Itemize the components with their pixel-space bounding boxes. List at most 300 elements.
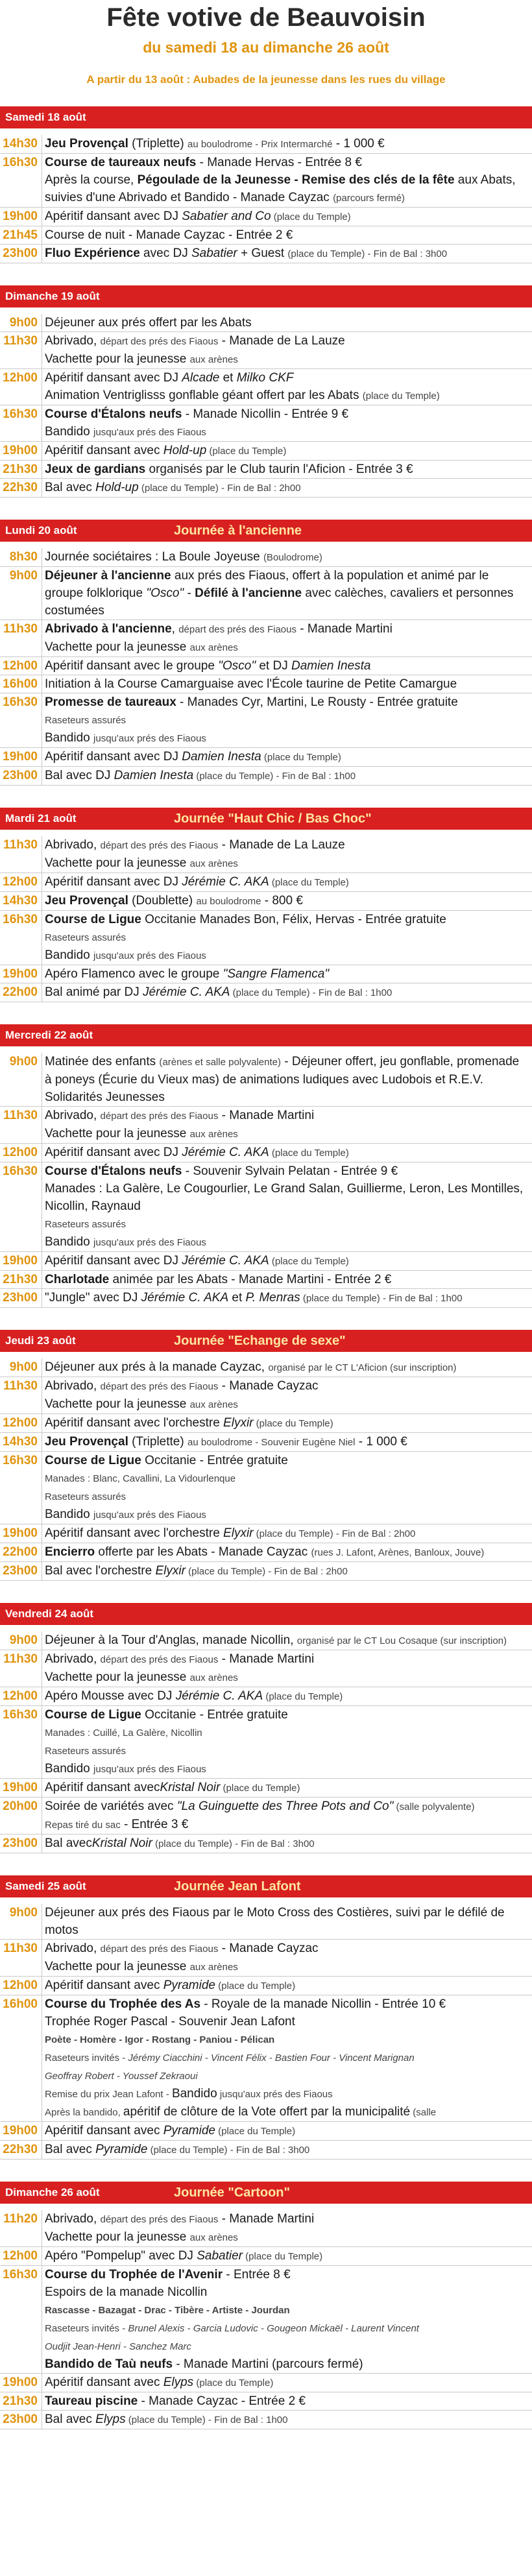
event-text: (place du Temple) [215, 1980, 296, 1992]
event-line [45, 657, 529, 675]
event-line [45, 1977, 529, 1995]
event-row [0, 245, 532, 263]
event-text: Course d'Étalons neufs [45, 1164, 182, 1178]
event-row [0, 2392, 532, 2411]
event-text: Charlotade [45, 1273, 110, 1286]
event-line [45, 2030, 529, 2049]
event-text: Bal avec [45, 1836, 92, 1850]
event-text: - 800 € [261, 894, 303, 908]
event-text: aux arènes [189, 1672, 238, 1683]
event-time: 9h00 [9, 1055, 38, 1068]
event-text: (place du Temple) [206, 446, 287, 457]
event-text: Encierro [45, 1545, 95, 1559]
event-text: départ des prés des Fiaous [178, 624, 296, 635]
event-time: 11h30 [3, 1652, 38, 1666]
event-line [45, 1543, 529, 1561]
event-text: Raseteurs assurés [45, 932, 127, 943]
event-line [45, 873, 529, 891]
event-row [0, 965, 532, 983]
event-description [42, 767, 532, 785]
event-text: (place du Temple) - Fin de Bal : 2h00 [138, 483, 301, 494]
day-name: Samedi 25 août [5, 1880, 86, 1892]
event-time: 12h00 [3, 1979, 38, 1992]
event-text: (place du Temple) [215, 2126, 296, 2137]
event-text: (parcours fermé) [333, 193, 405, 204]
event-row [0, 479, 532, 498]
event-row [0, 567, 532, 620]
day-section [0, 808, 532, 1002]
event-text: - Manade Martini [296, 622, 393, 636]
event-line [45, 1835, 529, 1853]
event-line [45, 442, 529, 460]
event-description [42, 983, 532, 1002]
event-line [45, 1414, 529, 1432]
day-header [0, 1603, 532, 1625]
event-row [0, 1543, 532, 1562]
event-line [45, 1487, 529, 1506]
event-text: (arènes et salle polyvalente) [159, 1057, 281, 1068]
event-text: aux prés des Fiaous, offert à la population et animé par le groupe folklorique [45, 569, 489, 600]
event-row [0, 657, 532, 675]
event-text: organisés par le Club taurin l'Aficion - Entrée 3 € [145, 463, 413, 476]
event-text: Bandido de Taù neufs [45, 2357, 173, 2371]
event-time: 23h00 [3, 2413, 38, 2426]
event-line [45, 2067, 529, 2085]
event-text: jusqu'aux prés des Fiaous [93, 1237, 206, 1248]
event-row [0, 892, 532, 911]
event-text: Raseteurs invités - [45, 2052, 128, 2064]
event-text: aux arènes [189, 858, 238, 869]
event-row [0, 1414, 532, 1433]
event-text: et DJ [256, 659, 291, 673]
event-row [0, 405, 532, 442]
event-text: aux Abats, suivies d'une Abrivado et Bandido - Manade Cayzac [45, 173, 516, 204]
event-text: (place du Temple) [362, 391, 440, 402]
event-time: 19h00 [3, 750, 38, 764]
event-line [45, 836, 529, 854]
event-time: 9h00 [9, 569, 38, 583]
day-section [0, 2182, 532, 2429]
event-text: Course de Ligue [45, 913, 141, 926]
event-description [42, 369, 532, 405]
page-header [0, 0, 532, 88]
event-row [0, 461, 532, 479]
event-description [42, 1687, 532, 1705]
event-description [42, 208, 532, 226]
event-line [45, 1706, 529, 1724]
event-line [45, 461, 529, 478]
event-text: - Déjeuner offert, jeu gonflable, promenade à poneys (Écurie du Vieux mas) de animations ludiques avec Ludobois et R.E.V. Solidarités Jeunesses [45, 1055, 520, 1104]
event-text: Apéritif dansant avec l'orchestre [45, 1416, 224, 1430]
page-title: Fête votive de Beauvoisin [106, 3, 426, 32]
event-line [45, 892, 529, 910]
event-text: Sabatier [191, 247, 237, 260]
event-text: Course de Ligue [45, 1708, 141, 1722]
event-text: aux arènes [189, 354, 238, 365]
event-line [45, 332, 529, 350]
event-description [42, 1377, 532, 1414]
event-text: Pyramide [163, 1979, 215, 1992]
event-line [45, 1668, 529, 1687]
event-text: Après la bandido, [45, 2107, 123, 2118]
event-text: (place du Temple) [269, 1256, 349, 1267]
event-time: 16h30 [3, 156, 38, 169]
event-text: jusqu'aux prés des Fiaous [93, 427, 206, 438]
event-text: Elyps [95, 2413, 126, 2426]
event-text: Abrivado, [45, 2212, 101, 2226]
event-time: 12h00 [3, 875, 38, 889]
event-text: (place du Temple) [193, 2377, 274, 2389]
day-theme: Journée "Haut Chic / Bas Choc" [174, 812, 372, 826]
event-row [0, 1289, 532, 1308]
day-header [0, 2182, 532, 2204]
event-line [45, 2301, 529, 2319]
event-text: Occitanie - Entrée gratuite [141, 1454, 288, 1467]
event-text: Pégoulade de la Jeunesse - Remise des clés de la fête [137, 173, 455, 187]
event-description [42, 1144, 532, 1162]
event-line [45, 208, 529, 226]
event-description [42, 1162, 532, 1251]
event-text: Apéritif dansant avec DJ [45, 210, 182, 223]
event-time: 19h00 [3, 2124, 38, 2137]
event-description [42, 1904, 532, 1939]
event-line [45, 965, 529, 983]
event-description [42, 442, 532, 460]
event-row [0, 226, 532, 245]
event-description [42, 245, 532, 263]
event-time: 22h00 [3, 1545, 38, 1559]
event-line [45, 1687, 529, 1705]
event-text: Jérémie C. AKA [182, 875, 269, 889]
event-line [45, 767, 529, 785]
event-text: (rues J. Lafont, Arènes, Banloux, Jouve) [311, 1547, 485, 1558]
event-line [45, 711, 529, 729]
event-time: 21h45 [3, 228, 38, 242]
day-header [0, 1875, 532, 1897]
event-description [42, 1977, 532, 1995]
event-description [42, 1650, 532, 1687]
event-text: aux arènes [189, 642, 238, 653]
event-text: Bandido [171, 2087, 217, 2101]
event-description [42, 567, 532, 620]
event-time: 16h30 [3, 913, 38, 926]
event-text: Jeu Provençal [45, 137, 128, 150]
event-line [45, 567, 529, 620]
event-row [0, 548, 532, 567]
event-text: Fluo Expérience [45, 247, 140, 260]
event-text: Jeu Provençal [45, 894, 128, 908]
event-text: Course de nuit - Manade Cayzac - Entrée 2 € [45, 228, 293, 242]
event-description [42, 2247, 532, 2265]
event-text: Elyxir [223, 1416, 254, 1430]
event-text: - Manade Martini [218, 1109, 315, 1122]
event-line [45, 693, 529, 711]
event-text: Jérémie C. AKA [182, 1146, 269, 1159]
event-time: 9h00 [9, 316, 38, 330]
event-line [45, 423, 529, 441]
event-description [42, 1543, 532, 1561]
event-time: 23h00 [3, 1836, 38, 1850]
event-line [45, 1271, 529, 1288]
event-text: Apéritif dansant avec DJ [45, 750, 182, 764]
event-line [45, 369, 529, 387]
event-row [0, 1252, 532, 1271]
event-text: Vachette pour la jeunesse [45, 2230, 190, 2244]
event-text: "La Guinguette des Three Pots and Co" [176, 1800, 394, 1813]
event-line [45, 1779, 529, 1797]
event-row [0, 1144, 532, 1162]
event-line [45, 911, 529, 928]
event-line [45, 1053, 529, 1106]
event-text: Journée sociétaires : La Boule Joyeuse [45, 550, 263, 564]
event-line [45, 405, 529, 423]
event-text: organisé par le CT Lou Cosaque (sur inscription) [296, 1635, 507, 1646]
event-text: Bandido [45, 1508, 94, 1521]
event-text: Apéro Mousse avec DJ [45, 1689, 176, 1703]
event-line [45, 2049, 529, 2067]
event-text: (Doublette) [128, 894, 197, 908]
day-section [0, 520, 532, 786]
event-line [45, 1816, 529, 1834]
event-row [0, 2266, 532, 2374]
event-time: 16h00 [3, 1997, 38, 2011]
day-section [0, 1024, 532, 1308]
event-text: Raseteurs assurés [45, 1491, 127, 1502]
event-row [0, 1107, 532, 1144]
day-name: Lundi 20 août [5, 524, 77, 536]
event-description [42, 1562, 532, 1580]
event-text: - Souvenir Sylvain Pelatan - Entrée 9 € [182, 1164, 398, 1178]
event-time: 12h00 [3, 1416, 38, 1430]
event-text: Bal animé par DJ [45, 985, 143, 999]
event-text: avec DJ [139, 247, 191, 260]
event-row [0, 1798, 532, 1835]
day-section [0, 285, 532, 498]
event-text: Défilé à l'ancienne [195, 586, 302, 600]
event-text: Occitanie Manades Bon, Félix, Hervas - Entrée gratuite [141, 913, 446, 926]
event-text: (place du Temple) - Fin de Bal : 3h00 [147, 2145, 310, 2156]
event-text: Repas tiré du sac [45, 1820, 121, 1831]
event-text: Jérémie C. AKA [182, 1254, 269, 1268]
event-row [0, 1358, 532, 1377]
event-text: - [184, 586, 195, 600]
event-row [0, 2374, 532, 2392]
event-text: - Manade Nicollin - Entrée 9 € [182, 407, 349, 421]
event-time: 22h30 [3, 481, 38, 494]
event-text: Apéro "Pompelup" avec DJ [45, 2249, 197, 2263]
event-text: Déjeuner aux prés des Fiaous par le Moto Cross des Costières, suivi par le défilé de motos [45, 1906, 505, 1937]
event-line [45, 1742, 529, 1760]
event-text: Bandido [45, 1762, 94, 1776]
intro-text: A partir du 13 août : Aubades de la jeunesse dans les rues du village [86, 73, 446, 86]
event-text: Elyps [163, 2376, 194, 2389]
event-text: (Triplette) [128, 1435, 187, 1449]
event-description [42, 1524, 532, 1543]
event-time: 19h00 [3, 1254, 38, 1268]
event-line [45, 1650, 529, 1668]
event-description [42, 1289, 532, 1307]
event-text: - Entrée 3 € [120, 1818, 189, 1831]
event-row [0, 1562, 532, 1581]
event-text: Abrivado à l'ancienne [45, 622, 172, 636]
event-text: Course d'Étalons neufs [45, 407, 182, 421]
event-description [42, 1358, 532, 1377]
event-text: (place du Temple) - Fin de Bal : 3h00 [287, 248, 448, 259]
event-time: 22h00 [3, 985, 38, 999]
event-text: Déjeuner à la Tour d'Anglas, manade Nicollin, [45, 1633, 297, 1647]
event-text: Raseteurs assurés [45, 1219, 127, 1230]
event-text: Poète - Homère - Igor - Rostang - Paniou - Pélican [45, 2034, 275, 2045]
event-line [45, 135, 529, 153]
event-text: - 1 000 € [332, 137, 385, 150]
event-text: - Prix Intermarché [252, 139, 333, 150]
event-row [0, 1524, 532, 1543]
event-row [0, 1377, 532, 1414]
event-line [45, 1452, 529, 1469]
event-time: 19h00 [3, 967, 38, 981]
event-text: départ des prés des Fiaous [100, 2214, 219, 2225]
event-text: Damien Inesta [182, 750, 261, 764]
event-row [0, 1650, 532, 1687]
event-text: Déjeuner à l'ancienne [45, 569, 171, 583]
event-description [42, 2122, 532, 2140]
event-text: aux arènes [189, 1962, 238, 1973]
page-subtitle: du samedi 18 au dimanche 26 août [143, 39, 389, 56]
event-text: - Royale de la manade Nicollin - Entrée 10 € [200, 1997, 446, 2011]
event-time: 9h00 [9, 1906, 38, 1920]
event-text: Vachette pour la jeunesse [45, 352, 190, 366]
event-time: 11h30 [3, 1109, 38, 1122]
event-line [45, 2247, 529, 2265]
event-text: Apéritif dansant avec [45, 444, 163, 457]
event-description [42, 461, 532, 478]
event-text: (place du Temple) [243, 2251, 323, 2262]
event-text: Bal avec [45, 2413, 96, 2426]
event-text: (Boulodrome) [263, 552, 322, 563]
event-text: et [219, 371, 237, 385]
event-line [45, 675, 529, 693]
event-time: 16h30 [3, 407, 38, 421]
event-line [45, 983, 529, 1002]
day-theme: Journée à l'ancienne [174, 524, 302, 538]
event-text: et [228, 1291, 246, 1305]
event-text: Abrivado, [45, 838, 101, 852]
event-text: Brunel Alexis - Garcia Ludovic - Gougeon Mickaël - Laurent Vincent [128, 2323, 419, 2334]
event-line [45, 1125, 529, 1143]
event-text: Jeu Provençal [45, 1435, 128, 1449]
event-line [45, 2392, 529, 2410]
event-description [42, 1252, 532, 1270]
event-text: Bandido [45, 948, 94, 962]
event-text: Damien Inesta [114, 769, 194, 782]
event-row [0, 442, 532, 461]
event-time: 11h30 [3, 1942, 38, 1955]
event-description [42, 2411, 532, 2429]
event-line [45, 2103, 529, 2121]
event-line [45, 2141, 529, 2159]
event-line [45, 387, 529, 405]
event-row [0, 620, 532, 657]
event-text: (place du Temple) - Fin de Bal : 2h00 [185, 1566, 348, 1577]
event-text: Damien Inesta [291, 659, 371, 673]
event-text: au boulodrome - Souvenir Eugène Niel [187, 1437, 356, 1448]
event-row [0, 1904, 532, 1940]
event-text: Bal avec l'orchestre [45, 1564, 156, 1578]
event-text: jusqu'aux prés des Fiaous [217, 2089, 333, 2100]
event-text: (place du Temple) - Fin de Bal : 1h00 [230, 987, 393, 998]
event-text: Apéritif dansant avec DJ [45, 1146, 182, 1159]
event-time: 21h30 [3, 1273, 38, 1286]
event-text: offerte par les Abats - Manade Cayzac [95, 1545, 311, 1559]
event-line [45, 1760, 529, 1778]
event-row [0, 2141, 532, 2160]
event-text: Hold-up [163, 444, 207, 457]
day-header [0, 1330, 532, 1352]
event-line [45, 245, 529, 263]
event-row [0, 135, 532, 154]
event-time: 23h00 [3, 769, 38, 782]
event-text: , [171, 622, 179, 636]
event-text: "Osco" [218, 659, 256, 673]
event-text: - Manade Martini (parcours fermé) [173, 2357, 363, 2371]
day-name: Jeudi 23 août [5, 1334, 76, 1347]
event-row [0, 1977, 532, 1995]
event-time: 16h30 [3, 2268, 38, 2281]
event-line [45, 2355, 529, 2373]
event-text: Geoffray Robert - Youssef Zekraoui [45, 2071, 198, 2082]
event-line [45, 1358, 529, 1377]
event-time: 16h00 [3, 677, 38, 691]
event-description [42, 1835, 532, 1853]
day-name: Mardi 21 août [5, 812, 77, 825]
event-time: 14h30 [3, 1435, 38, 1449]
event-text: Bal avec [45, 481, 96, 494]
day-theme: Journée "Echange de sexe" [174, 1334, 346, 1348]
event-row [0, 2122, 532, 2141]
event-text: Matinée des enfants [45, 1055, 160, 1068]
event-row [0, 2411, 532, 2429]
event-text: Course du Trophée des As [45, 1997, 201, 2011]
event-line [45, 171, 529, 207]
event-description [42, 620, 532, 656]
event-row [0, 1940, 532, 1977]
event-time: 23h00 [3, 1564, 38, 1578]
event-text: Vachette pour la jeunesse [45, 1960, 190, 1973]
event-text: au boulodrome [196, 896, 261, 907]
event-text: Abrivado, [45, 334, 101, 348]
event-description [42, 675, 532, 693]
event-text: départ des prés des Fiaous [100, 336, 219, 347]
event-text: Abrivado, [45, 1379, 101, 1393]
event-text: Sabatier [197, 2249, 243, 2263]
event-line [45, 1506, 529, 1524]
event-text: Kristal Noir [160, 1781, 221, 1794]
event-text: Jeux de gardians [45, 463, 146, 476]
event-time: 9h00 [9, 1633, 38, 1647]
event-text: apéritif de clôture de la Vote offert par la municipalité [123, 2105, 411, 2119]
event-time: 12h00 [3, 659, 38, 673]
event-text: - 1 000 € [355, 1435, 407, 1449]
event-description [42, 1631, 532, 1650]
event-text: au boulodrome [187, 139, 253, 150]
event-description [42, 1452, 532, 1524]
event-text: Soirée de variétés avec [45, 1800, 177, 1813]
event-text: départ des prés des Fiaous [100, 1381, 219, 1392]
event-description [42, 1433, 532, 1451]
event-text: Sabatier and Co [182, 210, 271, 223]
day-section [0, 1330, 532, 1581]
event-line [45, 154, 529, 171]
